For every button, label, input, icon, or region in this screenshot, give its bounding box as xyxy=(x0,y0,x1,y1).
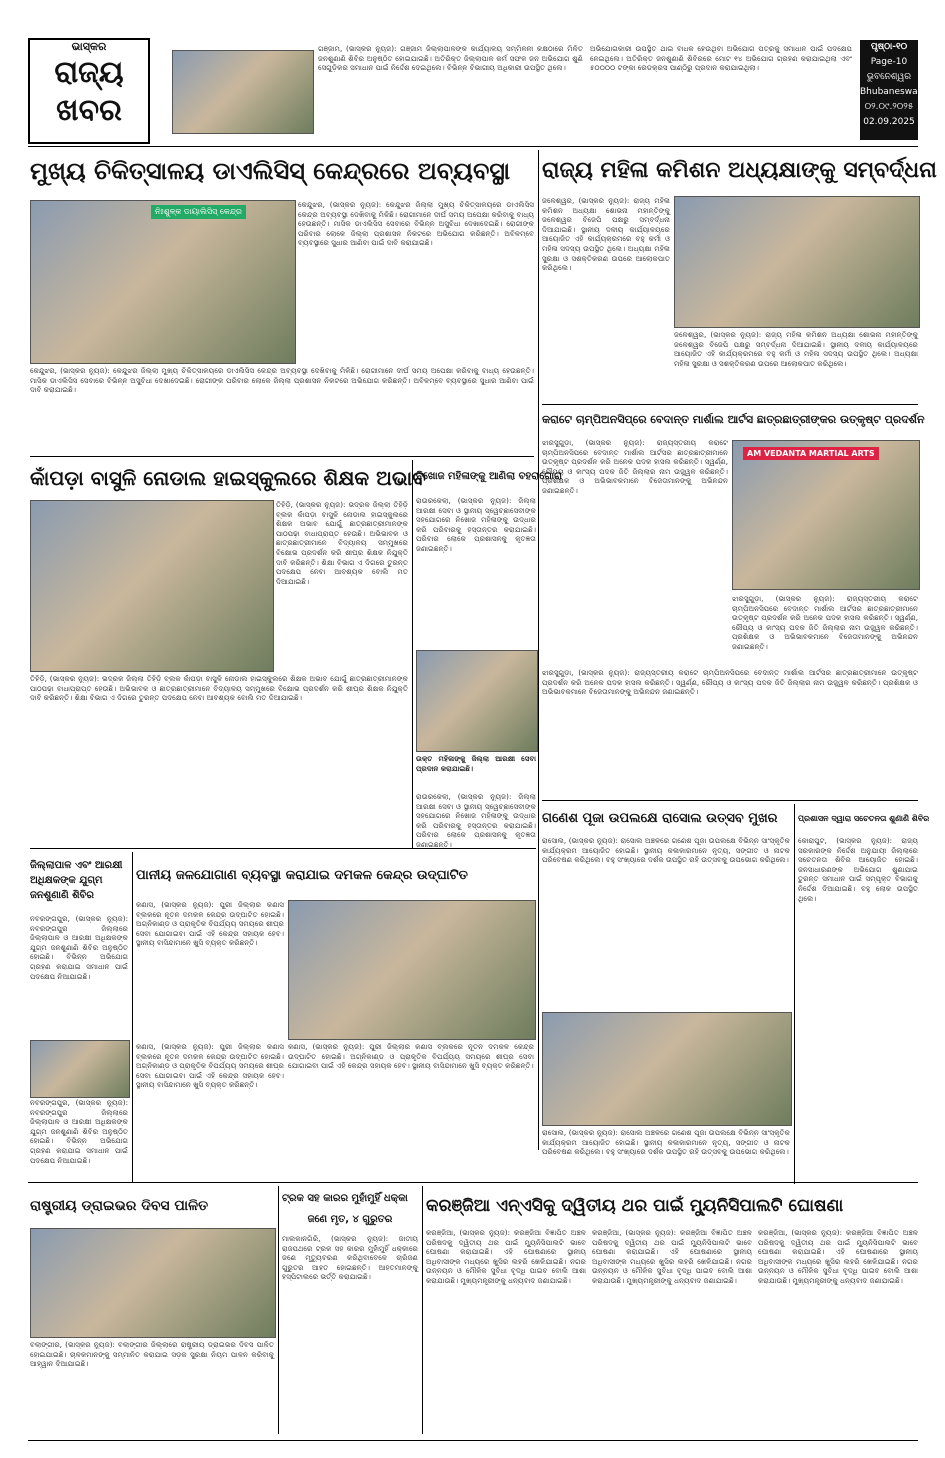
story2-body-a: ଜଳେଶ୍ୱର, (ଭାସ୍କର ନ୍ୟୁଜ): ରାଜ୍ୟ ମହିଳା କମିଶନ ଅଧ୍ୟକ୍ଷା ଶୋଭନା ମହାନ୍ତିଙ୍କୁ ଜଳେଶ୍ୱର ବିଜେପି ପକ୍ଷରୁ ସମ୍ବର୍ଦ୍ଧନା ଦିଆଯାଇଛି। ସ୍ଥାନୀୟ ଦଳୀୟ କାର୍ଯ୍ୟାଳୟରେ ଆୟୋଜିତ ଏହି କାର୍ଯ୍ୟକ୍ରମରେ ବହୁ କର୍ମୀ ଓ ମହିଳା ସଦସ୍ୟ ଉପସ୍ଥିତ ଥିଲେ। ଅଧ୍ୟକ୍ଷା ମହିଳା ସୁରକ୍ଷା ଓ ସଶକ୍ତିକରଣ ଉପରେ ଆଲୋକପାତ କରିଥିଲେ। xyxy=(542,196,670,273)
story8-body-b: ନବରଙ୍ଗପୁର, (ଭାସ୍କର ନ୍ୟୁଜ): ନବରଙ୍ଗପୁର ଜିଲ୍ଲାରେ ଜିଲ୍ଲାପାଳ ଓ ଆରକ୍ଷୀ ଅଧିକ୍ଷକଙ୍କ ଯୁଗ୍ମ ଜନଶୁଣାଣି ଶିବିର ଅନୁଷ୍ଠିତ ହୋଇଛି। ବିଭିନ୍ନ ଅଭିଯୋଗ ଗ୍ରହଣ କରାଯାଇ ସମାଧାନ ପାଇଁ ପଦକ୍ଷେପ ନିଆଯାଇଛି। xyxy=(30,1098,128,1165)
story9-body-b: କଣାସ, (ଭାସ୍କର ନ୍ୟୁଜ): ପୁରୀ ଜିଲ୍ଲାର କଣାସ ବ୍ଲକରେ ନୂତନ ଦମକଳ କେନ୍ଦ୍ର ଉଦ୍‌ଘାଟିତ ହୋଇଛି। ଅଗ୍ନିକାଣ୍ଡ ଓ ପ୍ରାକୃତିକ ବିପର୍ଯ୍ୟୟ ସମୟରେ ଶୀଘ୍ର ସେବା ଯୋଗାଇବା ପାଇଁ ଏହି କେନ୍ଦ୍ର ସହାୟକ ହେବ। ସ୍ଥାନୀୟ ବାସିନ୍ଦାମାନେ ଖୁସି ବ୍ୟକ୍ତ କରିଛନ୍ତି। xyxy=(136,1042,284,1090)
story12-body-a: କରଞ୍ଜିଆ, (ଭାସ୍କର ନ୍ୟୁଜ): କରଞ୍ଜିଆ ବିଜ୍ଞାପିତ ଅଞ୍ଚଳ ପରିଷଦକୁ ଦ୍ୱିତୀୟ ଥର ପାଇଁ ମ୍ୟୁନିସିପାଲଟି ଭାବେ ଘୋଷଣା କରାଯାଇଛି। ଏହି ଘୋଷଣାରେ ସ୍ଥାନୀୟ ଅଧିବାସୀଙ୍କ ମଧ୍ୟରେ ଖୁସିର ଲହରି ଖେଳିଯାଇଛି। ନଗର ଉନ୍ନୟନ ଓ ମୌଳିକ ସୁବିଧା ବୃଦ୍ଧି ପାଇବ ବୋଲି ଆଶା କରାଯାଉଛି। ମୁଖ୍ୟମନ୍ତ୍ରୀଙ୍କୁ ଧନ୍ୟବାଦ ଜଣାଯାଇଛି। xyxy=(426,1228,586,1285)
story9-photo xyxy=(288,900,536,1040)
story12-headline: କରଞ୍ଜିଆ ଏନ୍‌ଏସିକୁ ଦ୍ୱିତୀୟ ଥର ପାଇଁ ମ୍ୟୁନିସିପାଲଟି ଘୋଷଣା xyxy=(426,1196,844,1216)
story1-body-a: କେନ୍ଦୁଝର, (ଭାସ୍କର ନ୍ୟୁଜ): କେନ୍ଦୁଝର ଜିଲ୍ଲା ମୁଖ୍ୟ ଚିକିତ୍ସାଳୟରେ ଡାଏଲିସିସ କେନ୍ଦ୍ର ଅବ୍ୟବସ୍ଥା ଦେଖିବାକୁ ମିଳିଛି। ରୋଗୀମାନେ ଦୀର୍ଘ ସମୟ ଅପେକ୍ଷା କରିବାକୁ ବାଧ୍ୟ ହେଉଛନ୍ତି। ମାସିକ ଡାଏଲିସିସ ସେବାରେ ବିଭିନ୍ନ ଅସୁବିଧା ଦେଖାଦେଇଛି। ରୋଗୀଙ୍କ ପରିବାର ଲୋକେ ଜିଲ୍ଲା ପ୍ରଶାସନ ନିକଟରେ ଅଭିଯୋଗ କରିଛନ୍ତି। ଅବିଳମ୍ବେ ବ୍ୟବସ୍ଥାରେ ସୁଧାର ଆଣିବା ପାଇଁ ଦାବି କରାଯାଇଛି। xyxy=(298,200,534,248)
story3-headline: କରାଟେ ଚାମ୍ପିଅନସିପ୍‌ରେ ବେଦାନ୍ତ ମାର୍ଶାଲ ଆର୍ଟସ ଛାତ୍ରଛାତ୍ରୀଙ୍କର ଉତ୍କୃଷ୍ଟ ପ୍ରଦର୍ଶନ xyxy=(542,413,925,426)
story2-body-b: ଜଳେଶ୍ୱର, (ଭାସ୍କର ନ୍ୟୁଜ): ରାଜ୍ୟ ମହିଳା କମିଶନ ଅଧ୍ୟକ୍ଷା ଶୋଭନା ମହାନ୍ତିଙ୍କୁ ଜଳେଶ୍ୱର ବିଜେପି ପକ୍ଷରୁ ସମ୍ବର୍ଦ୍ଧନା ଦିଆଯାଇଛି। ସ୍ଥାନୀୟ ଦଳୀୟ କାର୍ଯ୍ୟାଳୟରେ ଆୟୋଜିତ ଏହି କାର୍ଯ୍ୟକ୍ରମରେ ବହୁ କର୍ମୀ ଓ ମହିଳା ସଦସ୍ୟ ଉପସ୍ଥିତ ଥିଲେ। ଅଧ୍ୟକ୍ଷା ମହିଳା ସୁରକ୍ଷା ଓ ସଶକ୍ତିକରଣ ଉପରେ ଆଲୋକପାତ କରିଥିଲେ। xyxy=(674,330,918,368)
story7-body: କୋରାପୁଟ, (ଭାସ୍କର ନ୍ୟୁଜ): ରାଜ୍ୟ ସରକାରଙ୍କ ନିର୍ଦ୍ଦେଶ ଅନୁଯାୟୀ ଜିଲ୍ଲାରେ ସଚେତନତା ଶିବିର ଆୟୋଜିତ ହୋଇଛି। ଜନସାଧାରଣଙ୍କ ଅଭିଯୋଗ ଶୁଣାଯାଇ ତୁରନ୍ତ ସମାଧାନ ପାଇଁ ସମ୍ପୃକ୍ତ ବିଭାଗକୁ ନିର୍ଦ୍ଦେଶ ଦିଆଯାଇଛି। ବହୁ ଲୋକ ଉପସ୍ଥିତ ଥିଲେ। xyxy=(798,836,918,903)
story1-headline: ମୁଖ୍ୟ ଚିକିତ୍ସାଳୟ ଡାଏଲିସିସ୍ କେନ୍ଦ୍ରରେ ଅବ୍ୟବସ୍ଥା xyxy=(30,157,511,185)
masthead-logo xyxy=(28,38,150,144)
story9-body-a: କଣାସ, (ଭାସ୍କର ନ୍ୟୁଜ): ପୁରୀ ଜିଲ୍ଲାର କଣାସ ବ୍ଲକରେ ନୂତନ ଦମକଳ କେନ୍ଦ୍ର ଉଦ୍‌ଘାଟିତ ହୋଇଛି। ଅଗ୍ନିକାଣ୍ଡ ଓ ପ୍ରାକୃତିକ ବିପର୍ଯ୍ୟୟ ସମୟରେ ଶୀଘ୍ର ସେବା ଯୋଗାଇବା ପାଇଁ ଏହି କେନ୍ଦ୍ର ସହାୟକ ହେବ। ସ୍ଥାନୀୟ ବାସିନ୍ଦାମାନେ ଖୁସି ବ୍ୟକ୍ତ କରିଛନ୍ତି। xyxy=(136,900,284,948)
story3-body-c: ଝାରସୁଗୁଡ଼ା, (ଭାସ୍କର ନ୍ୟୁଜ): ରାଜ୍ୟସ୍ତରୀୟ କରାଟେ ଚାମ୍ପିଅନସିପରେ ବେଦାନ୍ତ ମାର୍ଶାଲ ଆର୍ଟସର ଛାତ୍ରଛାତ୍ରୀମାନେ ଉତ୍କୃଷ୍ଟ ପ୍ରଦର୍ଶନ କରି ଅନେକ ପଦକ ହାସଲ କରିଛନ୍ତି। ସ୍ୱର୍ଣ୍ଣ, ରୌପ୍ୟ ଓ କାଂସ୍ୟ ପଦକ ଜିତି ଜିଲ୍ଲାର ନାମ ଉଜ୍ଜ୍ୱଳ କରିଛନ୍ତି। ପ୍ରଶିକ୍ଷକ ଓ ଅଭିଭାବକମାନେ ବିଜେତାମାନଙ୍କୁ ଅଭିନନ୍ଦନ ଜଣାଇଛନ୍ତି। xyxy=(542,668,918,697)
story5-body-a: ରାଉରକେଲା, (ଭାସ୍କର ନ୍ୟୁଜ): ଜିଲ୍ଲା ଆରକ୍ଷୀ ସେବା ଓ ସ୍ଥାନୀୟ ସ୍ୱେଚ୍ଛାସେବୀଙ୍କ ସହଯୋଗରେ ନିଖୋଜ ମହିଳାଙ୍କୁ ଉଦ୍ଧାର କରି ପରିବାରକୁ ହସ୍ତାନ୍ତର କରାଯାଇଛି। ପରିବାର ଲୋକେ ପ୍ରଶାସନକୁ କୃତଜ୍ଞତା ଜଣାଇଛନ୍ତି। xyxy=(416,496,536,553)
column-rule-6 xyxy=(422,1186,423,1434)
story1-photo-sign: ନିଃଶୁଳ୍କ ଡାୟାଲିସିସ୍ କେନ୍ଦ୍ର xyxy=(151,205,246,219)
page-info-box xyxy=(860,40,922,140)
story7-headline: ପ୍ରଶାସନ ଦ୍ୱାରା ସଚେତନତା ଶୁଣାଣି ଶିବିର xyxy=(798,814,930,823)
story8-photo xyxy=(30,1040,130,1098)
top-story-left-text: ଗଞ୍ଜାମ, (ଭାସ୍କର ନ୍ୟୁଜ): ଗଞ୍ଜାମ ଜିଲ୍ଲାପାଳଙ୍କ କାର୍ଯ୍ୟାଳୟ ସମ୍ମିଳନୀ କକ୍ଷଠାରେ ମିଳିତ ଜନଶୁଣାଣି ଶିବିର ଅନୁଷ୍ଠିତ ହୋଇଯାଇଛି। ଅତିରିକ୍ତ ଜିଲ୍ଲାପାଳ କର୍ମ ସଫଳ ଜନ ଅଭିଯୋଗ ଶୁଣି ସେଗୁଡ଼ିକର ସମାଧାନ ପାଇଁ ନିର୍ଦ୍ଦେଶ ଦେଇଥିଲେ। ବିଭିନ୍ନ ବିଭାଗୀୟ ଅଧିକାରୀ ଉପସ୍ଥିତ ଥିଲେ। xyxy=(318,44,583,73)
story9-body-c: କଣାସ, (ଭାସ୍କର ନ୍ୟୁଜ): ପୁରୀ ଜିଲ୍ଲାର କଣାସ ବ୍ଲକରେ ନୂତନ ଦମକଳ କେନ୍ଦ୍ର ଉଦ୍‌ଘାଟିତ ହୋଇଛି। ଅଗ୍ନିକାଣ୍ଡ ଓ ପ୍ରାକୃତିକ ବିପର୍ଯ୍ୟୟ ସମୟରେ ଶୀଘ୍ର ସେବା ଯୋଗାଇବା ପାଇଁ ଏହି କେନ୍ଦ୍ର ସହାୟକ ହେବ। ସ୍ଥାନୀୟ ବାସିନ୍ଦାମାନେ ଖୁସି ବ୍ୟକ୍ତ କରିଛନ୍ତି। xyxy=(288,1042,534,1071)
story5-caption: ଉକ୍ତ ମହିଳାଙ୍କୁ ଜିଲ୍ଲା ଆରକ୍ଷୀ ସେବା ପ୍ରଦାନ କରାଯାଇଛି। xyxy=(416,754,536,773)
story10-body: ବଲାଙ୍ଗୀର, (ଭାସ୍କର ନ୍ୟୁଜ): ବଲାଙ୍ଗୀର ଜିଲ୍ଲାରେ ରାଷ୍ଟ୍ରୀୟ ଡ୍ରାଇଭର ଦିବସ ପାଳିତ ହୋଇଯାଇଛି। ଚାଳକମାନଙ୍କୁ ସମ୍ମାନିତ କରାଯାଇ ସଡ଼କ ସୁରକ୍ଷା ନିୟମ ପାଳନ କରିବାକୁ ଆହ୍ୱାନ ଦିଆଯାଇଛି। xyxy=(30,1340,274,1369)
column-rule-4 xyxy=(132,852,133,1182)
city-en: Bhubaneswar xyxy=(860,87,922,97)
rule-footer xyxy=(28,1440,918,1441)
story4-headline: କାଁପଡ଼ା ବାସୁଳି ନୋଡାଲ ହାଇସ୍କୁଲରେ ଶିକ୍ଷକ ଅଭାବ xyxy=(30,466,426,490)
column-rule-5 xyxy=(278,1186,279,1434)
story9-headline: ପାନୀୟ ଜଳଯୋଗାଣ ବ୍ୟବସ୍ଥା କରାଯାଇ ଦମକଳ କେନ୍ଦ୍ର ଉଦ୍‌ଘାଟିତ xyxy=(136,868,468,883)
rule-story3 xyxy=(542,800,918,801)
story10-headline: ରାଷ୍ଟ୍ରୀୟ ଡ୍ରାଇଭର ଦିବସ ପାଳିତ xyxy=(30,1198,209,1214)
story1-body-b: କେନ୍ଦୁଝର, (ଭାସ୍କର ନ୍ୟୁଜ): କେନ୍ଦୁଝର ଜିଲ୍ଲା ମୁଖ୍ୟ ଚିକିତ୍ସାଳୟରେ ଡାଏଲିସିସ କେନ୍ଦ୍ର ଅବ୍ୟବସ୍ଥା ଦେଖିବାକୁ ମିଳିଛି। ରୋଗୀମାନେ ଦୀର୍ଘ ସମୟ ଅପେକ୍ଷା କରିବାକୁ ବାଧ୍ୟ ହେଉଛନ୍ତି। ମାସିକ ଡାଏଲିସିସ ସେବାରେ ବିଭିନ୍ନ ଅସୁବିଧା ଦେଖାଦେଇଛି। ରୋଗୀଙ୍କ ପରିବାର ଲୋକେ ଜିଲ୍ଲା ପ୍ରଶାସନ ନିକଟରେ ଅଭିଯୋଗ କରିଛନ୍ତି। ଅବିଳମ୍ବେ ବ୍ୟବସ୍ଥାରେ ସୁଧାର ଆଣିବା ପାଇଁ ଦାବି କରାଯାଇଛି। xyxy=(30,366,534,395)
masthead-title-line2: ଖବର xyxy=(56,93,122,128)
story8-headline: ଜିଲ୍ଲାପାଳ ଏବଂ ଆରକ୍ଷୀ ଅଧିକ୍ଷକଙ୍କ ଯୁଗ୍ମ ଜନଶୁଣାଣି ଶିବିର xyxy=(30,860,123,901)
story6-photo xyxy=(542,1012,792,1126)
rule-story4 xyxy=(30,848,536,849)
story3-body-a: ଝାରସୁଗୁଡ଼ା, (ଭାସ୍କର ନ୍ୟୁଜ): ରାଜ୍ୟସ୍ତରୀୟ କରାଟେ ଚାମ୍ପିଅନସିପରେ ବେଦାନ୍ତ ମାର୍ଶାଲ ଆର୍ଟସର ଛାତ୍ରଛାତ୍ରୀମାନେ ଉତ୍କୃଷ୍ଟ ପ୍ରଦର୍ଶନ କରି ଅନେକ ପଦକ ହାସଲ କରିଛନ୍ତି। ସ୍ୱର୍ଣ୍ଣ, ରୌପ୍ୟ ଓ କାଂସ୍ୟ ପଦକ ଜିତି ଜିଲ୍ଲାର ନାମ ଉଜ୍ଜ୍ୱଳ କରିଛନ୍ତି। ପ୍ରଶିକ୍ଷକ ଓ ଅଭିଭାବକମାନେ ବିଜେତାମାନଙ୍କୁ ଅଭିନନ୍ଦନ ଜଣାଇଛନ୍ତି। xyxy=(542,438,728,495)
story5-body-b: ରାଉରକେଲା, (ଭାସ୍କର ନ୍ୟୁଜ): ଜିଲ୍ଲା ଆରକ୍ଷୀ ସେବା ଓ ସ୍ଥାନୀୟ ସ୍ୱେଚ୍ଛାସେବୀଙ୍କ ସହଯୋଗରେ ନିଖୋଜ ମହିଳାଙ୍କୁ ଉଦ୍ଧାର କରି ପରିବାରକୁ ହସ୍ତାନ୍ତର କରାଯାଇଛି। ପରିବାର ଲୋକେ ପ୍ରଶାସନକୁ କୃତଜ୍ଞତା ଜଣାଇଛନ୍ତି। xyxy=(416,792,536,849)
story3-body-b: ଝାରସୁଗୁଡ଼ା, (ଭାସ୍କର ନ୍ୟୁଜ): ରାଜ୍ୟସ୍ତରୀୟ କରାଟେ ଚାମ୍ପିଅନସିପରେ ବେଦାନ୍ତ ମାର୍ଶାଲ ଆର୍ଟସର ଛାତ୍ରଛାତ୍ରୀମାନେ ଉତ୍କୃଷ୍ଟ ପ୍ରଦର୍ଶନ କରି ଅନେକ ପଦକ ହାସଲ କରିଛନ୍ତି। ସ୍ୱର୍ଣ୍ଣ, ରୌପ୍ୟ ଓ କାଂସ୍ୟ ପଦକ ଜିତି ଜିଲ୍ଲାର ନାମ ଉଜ୍ଜ୍ୱଳ କରିଛନ୍ତି। ପ୍ରଶିକ୍ଷକ ଓ ଅଭିଭାବକମାନେ ବିଜେତାମାନଙ୍କୁ ଅଭିନନ୍ଦନ ଜଣାଇଛନ୍ତି। xyxy=(732,594,918,651)
story5-headline: ନିଖୋଜ ମହିଳାଙ୍କୁ ଆଣିଲା ବହରାଗୋରା xyxy=(416,471,563,482)
story2-photo xyxy=(674,196,920,328)
story12-body-c: କରଞ୍ଜିଆ, (ଭାସ୍କର ନ୍ୟୁଜ): କରଞ୍ଜିଆ ବିଜ୍ଞାପିତ ଅଞ୍ଚଳ ପରିଷଦକୁ ଦ୍ୱିତୀୟ ଥର ପାଇଁ ମ୍ୟୁନିସିପାଲଟି ଭାବେ ଘୋଷଣା କରାଯାଇଛି। ଏହି ଘୋଷଣାରେ ସ୍ଥାନୀୟ ଅଧିବାସୀଙ୍କ ମଧ୍ୟରେ ଖୁସିର ଲହରି ଖେଳିଯାଇଛି। ନଗର ଉନ୍ନୟନ ଓ ମୌଳିକ ସୁବିଧା ବୃଦ୍ଧି ପାଇବ ବୋଲି ଆଶା କରାଯାଉଛି। ମୁଖ୍ୟମନ୍ତ୍ରୀଙ୍କୁ ଧନ୍ୟବାଦ ଜଣାଯାଇଛି। xyxy=(758,1228,918,1285)
story6-body-b: ରାସୋଲ, (ଭାସ୍କର ନ୍ୟୁଜ): ରାସୋଲ ଅଞ୍ଚଳରେ ଗଣେଶ ପୂଜା ଉପଲକ୍ଷେ ବିଭିନ୍ନ ସାଂସ୍କୃତିକ କାର୍ଯ୍ୟକ୍ରମ ଆୟୋଜିତ ହୋଇଛି। ସ୍ଥାନୀୟ କଳାକାରମାନେ ନୃତ୍ୟ, ସଙ୍ଗୀତ ଓ ନାଟକ ପରିବେଷଣ କରିଥିଲେ। ବହୁ ସଂଖ୍ୟାରେ ଦର୍ଶକ ଉପସ୍ଥିତ ରହି ଉତ୍ସବକୁ ଉପଭୋଗ କରିଥିଲେ। xyxy=(542,1128,790,1157)
date-odia: ୦୨.୦୯.୨୦୨୫ xyxy=(864,102,914,112)
story12-body-b: କରଞ୍ଜିଆ, (ଭାସ୍କର ନ୍ୟୁଜ): କରଞ୍ଜିଆ ବିଜ୍ଞାପିତ ଅଞ୍ଚଳ ପରିଷଦକୁ ଦ୍ୱିତୀୟ ଥର ପାଇଁ ମ୍ୟୁନିସିପାଲଟି ଭାବେ ଘୋଷଣା କରାଯାଇଛି। ଏହି ଘୋଷଣାରେ ସ୍ଥାନୀୟ ଅଧିବାସୀଙ୍କ ମଧ୍ୟରେ ଖୁସିର ଲହରି ଖେଳିଯାଇଛି। ନଗର ଉନ୍ନୟନ ଓ ମୌଳିକ ସୁବିଧା ବୃଦ୍ଧି ପାଇବ ବୋଲି ଆଶା କରାଯାଉଛି। ମୁଖ୍ୟମନ୍ତ୍ରୀଙ୍କୁ ଧନ୍ୟବାଦ ଜଣାଯାଇଛି। xyxy=(592,1228,752,1285)
story8-body-a: ନବରଙ୍ଗପୁର, (ଭାସ୍କର ନ୍ୟୁଜ): ନବରଙ୍ଗପୁର ଜିଲ୍ଲାରେ ଜିଲ୍ଲାପାଳ ଓ ଆରକ୍ଷୀ ଅଧିକ୍ଷକଙ୍କ ଯୁଗ୍ମ ଜନଶୁଣାଣି ଶିବିର ଅନୁଷ୍ଠିତ ହୋଇଛି। ବିଭିନ୍ନ ଅଭିଯୋଗ ଗ୍ରହଣ କରାଯାଇ ସମାଧାନ ପାଇଁ ପଦକ୍ଷେପ ନିଆଯାଇଛି। xyxy=(30,914,128,981)
story1-photo xyxy=(30,200,296,364)
story3-photo xyxy=(732,440,920,590)
story3-photo-banner: AM VEDANTA MARTIAL ARTS xyxy=(743,447,879,460)
masthead-rule xyxy=(28,146,918,147)
masthead-brand: ଭାସ୍କର xyxy=(71,40,107,53)
rule-bottom xyxy=(28,1182,918,1183)
column-rule-2 xyxy=(412,460,413,848)
story5-photo xyxy=(416,650,538,752)
column-rule-3 xyxy=(794,804,795,1184)
story6-body-a: ରାସୋଲ, (ଭାସ୍କର ନ୍ୟୁଜ): ରାସୋଲ ଅଞ୍ଚଳରେ ଗଣେଶ ପୂଜା ଉପଲକ୍ଷେ ବିଭିନ୍ନ ସାଂସ୍କୃତିକ କାର୍ଯ୍ୟକ୍ରମ ଆୟୋଜିତ ହୋଇଛି। ସ୍ଥାନୀୟ କଳାକାରମାନେ ନୃତ୍ୟ, ସଙ୍ଗୀତ ଓ ନାଟକ ପରିବେଷଣ କରିଥିଲେ। ବହୁ ସଂଖ୍ୟାରେ ଦର୍ଶକ ଉପସ୍ଥିତ ରହି ଉତ୍ସବକୁ ଉପଭୋଗ କରିଥିଲେ। xyxy=(542,836,790,865)
rule-story2 xyxy=(542,404,918,405)
page-number-en: Page-10 xyxy=(870,57,908,67)
top-story-photo xyxy=(172,50,314,134)
story11-subhead: ଜଣେ ମୃତ, ୪ ଗୁରୁତର xyxy=(307,1214,393,1225)
city-odia: ଭୁବନେଶ୍ୱର xyxy=(866,72,912,82)
column-rule-1 xyxy=(538,150,539,1150)
story11-body: ମାଲକାନଗିରି, (ଭାସ୍କର ନ୍ୟୁଜ): ଜାତୀୟ ରାଜପଥରେ ଟ୍ରକ ସହ କାରର ମୁହାଁମୁହିଁ ଧକ୍କାରେ ଜଣେ ମୃତ୍ୟୁବରଣ କରିଥିବାବେଳେ ଚାରିଜଣ ଗୁରୁତର ଆହତ ହୋଇଛନ୍ତି। ଆହତମାନଙ୍କୁ ହସ୍ପିଟାଲରେ ଭର୍ତ୍ତି କରାଯାଇଛି। xyxy=(282,1234,418,1282)
story4-body-a: ତିହିଡ଼ି, (ଭାସ୍କର ନ୍ୟୁଜ): ଭଦ୍ରକ ଜିଲ୍ଲା ତିହିଡ଼ି ବ୍ଲକ କାଁପଡ଼ା ବାସୁଳି ନୋଡାଲ ହାଇସ୍କୁଲରେ ଶିକ୍ଷକ ଅଭାବ ଯୋଗୁଁ ଛାତ୍ରଛାତ୍ରୀମାନଙ୍କ ପାଠପଢ଼ା ବାଧାପ୍ରାପ୍ତ ହେଉଛି। ଅଭିଭାବକ ଓ ଛାତ୍ରଛାତ୍ରୀମାନେ ବିଦ୍ୟାଳୟ ସମ୍ମୁଖରେ ବିକ୍ଷୋଭ ପ୍ରଦର୍ଶନ କରି ଶୀଘ୍ର ଶିକ୍ଷକ ନିଯୁକ୍ତି ଦାବି କରିଛନ୍ତି। ଶିକ୍ଷା ବିଭାଗ ଏ ଦିଗରେ ତୁରନ୍ତ ପଦକ୍ଷେପ ନେବା ଆବଶ୍ୟକ ବୋଲି ମତ ଦିଆଯାଇଛି। xyxy=(276,500,408,586)
page-number-odia: ପୃଷ୍ଠା-୧୦ xyxy=(870,42,908,52)
rule-story1 xyxy=(30,456,534,457)
masthead-title-line1: ରାଜ୍ୟ xyxy=(54,55,124,90)
story6-headline: ଗଣେଶ ପୂଜା ଉପଲକ୍ଷେ ରାସୋଲ ଉତ୍ସବ ମୁଖର xyxy=(542,811,778,826)
story10-photo xyxy=(30,1228,276,1338)
story4-photo xyxy=(30,500,274,672)
top-story-right-text: ଅଭିଯୋଗକାରୀ ଉପସ୍ଥିତ ଥାଇ ବାଧକ ହେଉଥିବା ଅଭିଯୋଗ ପତ୍ରକୁ ସମାଧାନ ପାଇଁ ପଦକ୍ଷେପ ନେଇଥିଲେ। ଅତିରିକ୍ତ ଜନଶୁଣାଣି ଶିବିରରେ ମୋଟ ୧୪ ଅଭିଯୋଗ ଗ୍ରହଣ କରାଯାଇଥିଲା ଏବଂ ୫୦୦୦୦ ଟଙ୍କା ରେଡକ୍ରସ ପାଣ୍ଠିରୁ ପ୍ରଦାନ କରାଯାଇଥିଲା। xyxy=(590,44,852,73)
story4-body-b: ତିହିଡ଼ି, (ଭାସ୍କର ନ୍ୟୁଜ): ଭଦ୍ରକ ଜିଲ୍ଲା ତିହିଡ଼ି ବ୍ଲକ କାଁପଡ଼ା ବାସୁଳି ନୋଡାଲ ହାଇସ୍କୁଲରେ ଶିକ୍ଷକ ଅଭାବ ଯୋଗୁଁ ଛାତ୍ରଛାତ୍ରୀମାନଙ୍କ ପାଠପଢ଼ା ବାଧାପ୍ରାପ୍ତ ହେଉଛି। ଅଭିଭାବକ ଓ ଛାତ୍ରଛାତ୍ରୀମାନେ ବିଦ୍ୟାଳୟ ସମ୍ମୁଖରେ ବିକ୍ଷୋଭ ପ୍ରଦର୍ଶନ କରି ଶୀଘ୍ର ଶିକ୍ଷକ ନିଯୁକ୍ତି ଦାବି କରିଛନ୍ତି। ଶିକ୍ଷା ବିଭାଗ ଏ ଦିଗରେ ତୁରନ୍ତ ପଦକ୍ଷେପ ନେବା ଆବଶ୍ୟକ ବୋଲି ମତ ଦିଆଯାଇଛି। xyxy=(30,674,408,703)
story11-headline: ଟ୍ରକ ସହ କାରର ମୁହାଁମୁହିଁ ଧକ୍କା xyxy=(282,1193,408,1204)
date-en: 02.09.2025 xyxy=(863,117,915,127)
story2-headline: ରାଜ୍ୟ ମହିଳା କମିଶନ ଅଧ୍ୟକ୍ଷାଙ୍କୁ ସମ୍ବର୍ଦ୍ଧନା xyxy=(542,158,937,183)
